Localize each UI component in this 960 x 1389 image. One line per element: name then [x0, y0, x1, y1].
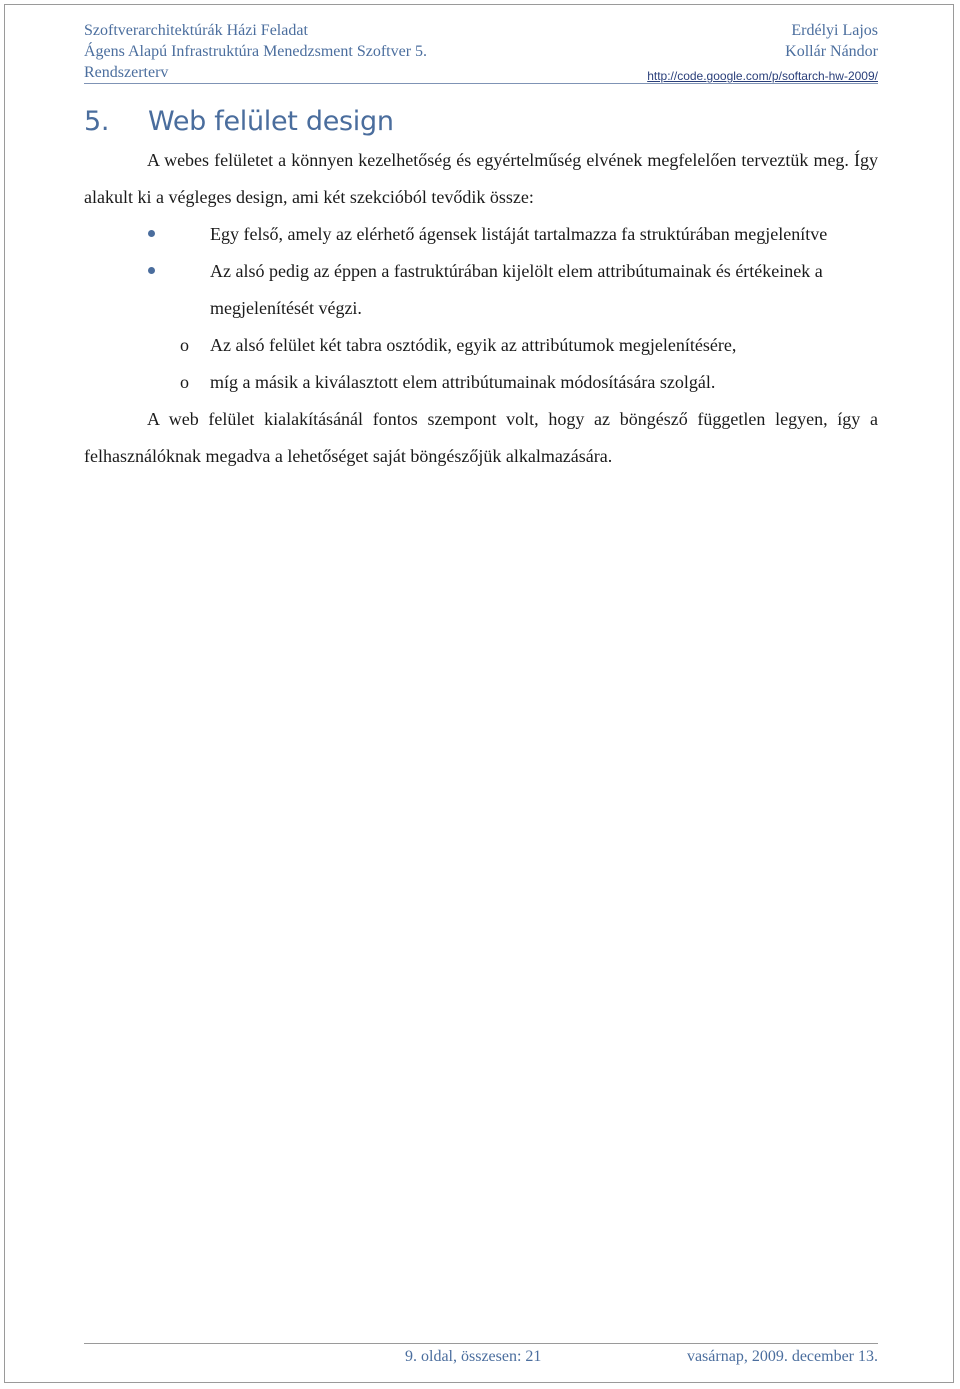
bullet-dot-icon — [148, 267, 155, 274]
header-divider — [84, 83, 878, 84]
closing-paragraph: A web felület kialakításánál fontos szempont volt, hogy az böngésző független legyen, így a felhasználóknak megadva a lehetőséget saját böngészőjük alkalmazására. — [84, 409, 878, 466]
section-heading — [84, 106, 394, 137]
section-number: 5. — [84, 106, 110, 137]
sub-bullet-marker: o — [180, 372, 189, 392]
sub-bullet-marker: o — [180, 335, 189, 355]
header-course-title: Szoftverarchitektúrák Házi Feladat — [84, 22, 308, 39]
sub-bullet-text: míg a másik a kiválasztott elem attribútumainak módosítására szolgál. — [210, 372, 716, 392]
header-left — [84, 20, 427, 83]
header-project-title: Ágens Alapú Infrastruktúra Menedzsment Szoftver 5. — [84, 43, 428, 60]
bullet-dot-icon — [148, 230, 155, 237]
sub-bullet-item — [84, 364, 878, 401]
bullet-text: Egy felső, amely az elérhető ágensek listáját tartalmazza fa struktúrában megjelenítve — [210, 224, 828, 244]
footer-date: vasárnap, 2009. december 13. — [686, 1348, 878, 1365]
bullet-text: Az alsó pedig az éppen a fastruktúrában kijelölt elem attribútumainak és értékeinek a megjelenítését végzi. — [210, 261, 823, 318]
page-number: 9. oldal, összesen: 21 — [405, 1348, 542, 1365]
header-author-2: Kollár Nándor — [785, 43, 878, 60]
project-url-link[interactable]: http://code.google.com/p/softarch-hw-2009/ — [647, 69, 878, 83]
footer-divider — [84, 1343, 878, 1344]
header-author-1: Erdélyi Lajos — [791, 22, 878, 39]
sub-bullet-item — [84, 327, 878, 364]
bullet-item — [84, 253, 878, 327]
page-header — [84, 20, 878, 82]
sub-bullet-list — [84, 327, 878, 401]
bullet-list — [84, 216, 878, 327]
bullet-item — [84, 216, 878, 253]
header-document-type: Rendszerterv — [84, 64, 169, 81]
intro-paragraph: A webes felületet a könnyen kezelhetőség és egyértelműség elvének megfelelően terveztük meg. Így alakult ki a végleges design, ami két szekcióból tevődik össze: — [84, 150, 878, 207]
document-body — [84, 142, 878, 475]
section-title: Web felület design — [148, 106, 394, 137]
sub-bullet-text: Az alsó felület két tabra osztódik, egyik az attribútumok megjelenítésére, — [210, 335, 737, 355]
header-right — [785, 20, 878, 62]
